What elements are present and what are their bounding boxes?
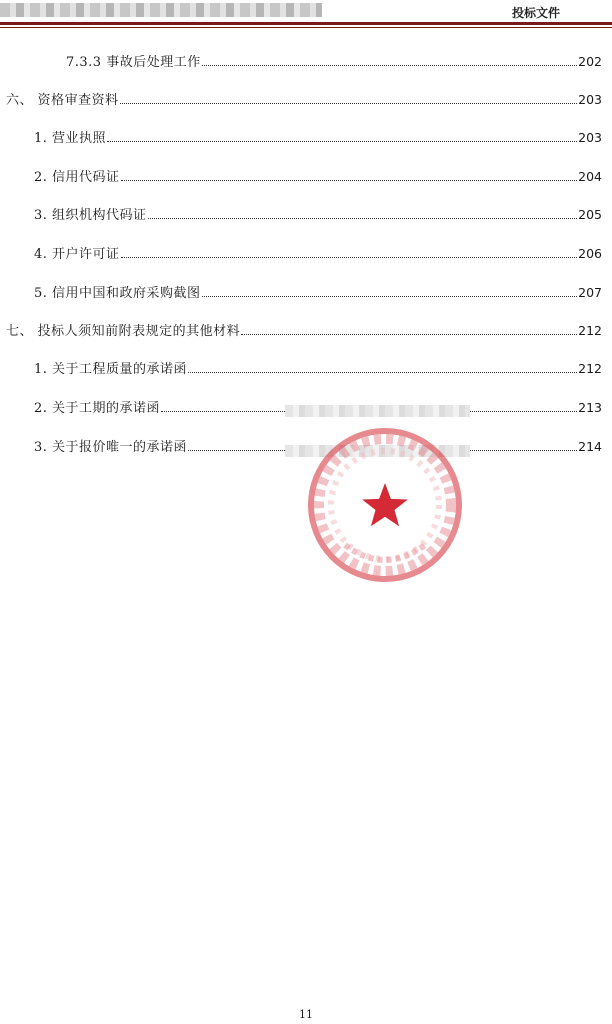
toc-entry[interactable]: [34, 244, 602, 264]
toc-page-number: 202: [578, 54, 602, 69]
toc-leader: [107, 140, 577, 142]
toc-entry[interactable]: [34, 205, 602, 225]
toc-leader: [241, 333, 577, 335]
toc-entry[interactable]: [6, 90, 602, 110]
star-seal-icon: [305, 425, 465, 585]
toc-page-number: 207: [578, 285, 602, 300]
toc-entry[interactable]: [6, 321, 602, 341]
toc-leader: [120, 102, 578, 104]
page-number: 11: [299, 1008, 313, 1021]
header-rule-thin: [0, 27, 612, 28]
toc-leader: [121, 256, 578, 258]
toc-label: 1. 营业执照: [34, 131, 107, 146]
toc-label: 4. 开户许可证: [34, 247, 120, 262]
toc-label: 1. 关于工程质量的承诺函: [34, 362, 188, 377]
toc-label: 7.3.3 事故后处理工作: [66, 55, 201, 70]
toc-leader: [202, 64, 577, 66]
toc-label: 六、 资格审查资料: [6, 93, 119, 108]
toc-entry[interactable]: [34, 283, 602, 303]
company-seal-icon: [305, 425, 465, 585]
header-rule: [0, 22, 612, 25]
toc-page-number: 205: [578, 207, 602, 222]
toc-page-number: 212: [578, 323, 602, 338]
toc-entry[interactable]: [66, 52, 602, 72]
seal-graphic: [311, 431, 459, 579]
toc-label: 七、 投标人须知前附表规定的其他材料: [6, 324, 241, 339]
toc-page-number: 214: [578, 439, 602, 454]
toc-page-number: 213: [578, 400, 602, 415]
toc-label: 5. 信用中国和政府采购截图: [34, 286, 201, 301]
toc-page-number: 206: [578, 246, 602, 261]
toc-label: 2. 信用代码证: [34, 170, 120, 185]
page-header: [0, 0, 612, 26]
toc-leader: [202, 295, 578, 297]
toc-label: 3. 组织机构代码证: [34, 208, 147, 223]
toc-entry[interactable]: [34, 167, 602, 187]
toc-entry[interactable]: [34, 359, 602, 379]
toc-page-number: 212: [578, 361, 602, 376]
toc-leader: [148, 217, 578, 219]
toc-leader: [121, 179, 578, 181]
toc-page-number: 203: [578, 92, 602, 107]
redacted-text: [285, 405, 470, 417]
header-title: 投标文件: [511, 6, 560, 20]
toc-page-number: 203: [578, 130, 602, 145]
toc-label: 3. 关于报价唯一的承诺函: [34, 440, 188, 455]
toc-label: 2. 关于工期的承诺函: [34, 401, 161, 416]
toc-leader: [188, 371, 577, 373]
redacted-header-text: [0, 3, 322, 17]
toc-entry[interactable]: [34, 128, 602, 148]
toc-page-number: 204: [578, 169, 602, 184]
